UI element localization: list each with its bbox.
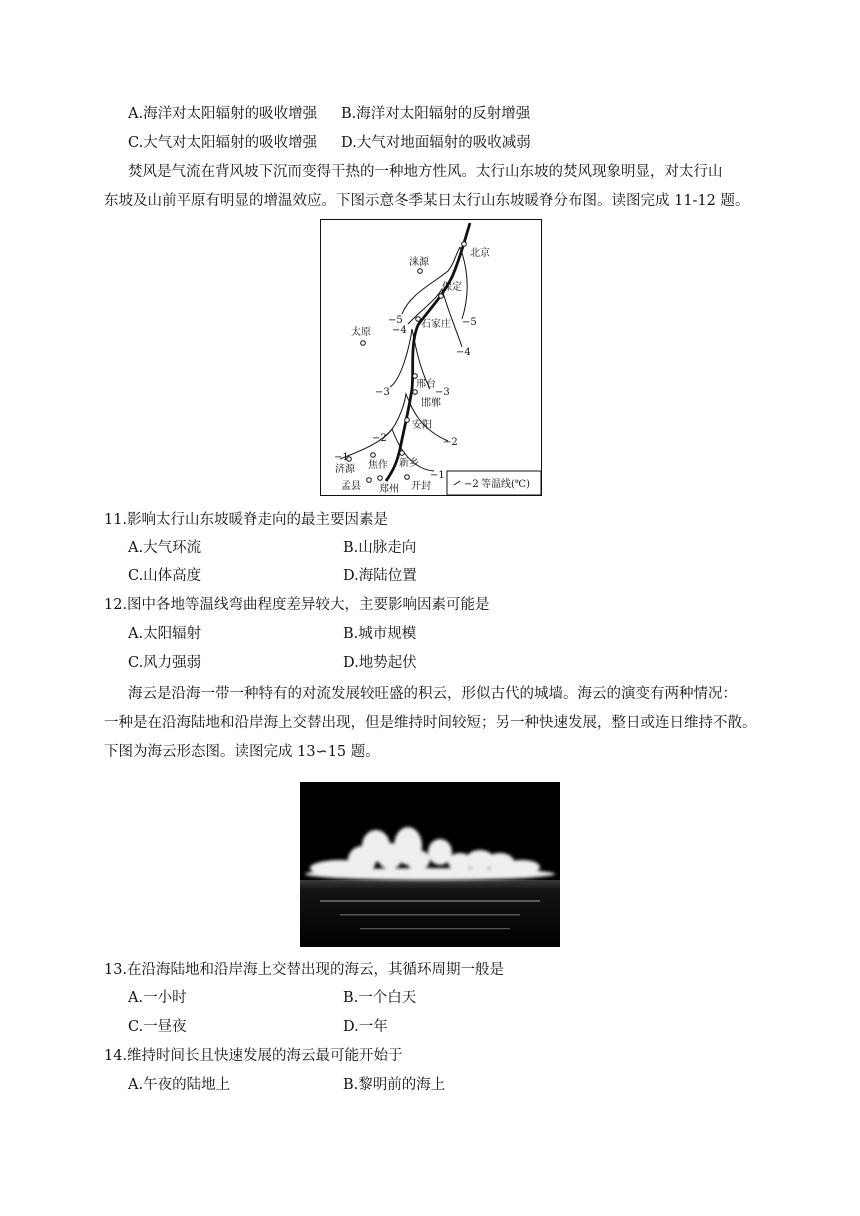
passage2-line-1: 海云是沿海一带一种特有的对流发展较旺盛的积云，形似古代的城墙。海云的演变有两种情况： [128, 686, 737, 702]
q11-option-b: B.山脉走向 [343, 540, 417, 556]
city-laiyuan: 涞源 [409, 257, 429, 268]
q12-option-a: A.太阳辐射 [128, 626, 202, 642]
q10-option-d: D.大气对地面辐射的吸收减弱 [341, 135, 531, 151]
city-zhengzhou: 郑州 [379, 484, 399, 495]
city-xingtai: 邢台 [416, 379, 436, 390]
q12-stem: 12.图中各地等温线弯曲程度差异较大，主要影响因素可能是 [104, 597, 490, 613]
isotherm-label: −4 [456, 347, 471, 358]
q13-option-b: B.一个白天 [343, 990, 417, 1006]
q13-option-a: A.一小时 [128, 990, 187, 1006]
city-xinxiang: 新乡 [399, 458, 419, 469]
q13-stem: 13.在沿海陆地和沿岸海上交替出现的海云，其循环周期一般是 [104, 962, 505, 978]
city-baoding: 保定 [442, 282, 462, 293]
city-handan: 邯郸 [421, 398, 441, 409]
q12-option-d: D.地势起伏 [343, 655, 417, 671]
q14-option-a: A.午夜的陆地上 [128, 1077, 231, 1093]
q13-option-c: C.一昼夜 [128, 1019, 187, 1035]
city-shijiazhuang: 石家庄 [421, 319, 451, 330]
city-beijing: 北京 [470, 248, 490, 259]
city-kaifeng: 开封 [411, 481, 431, 492]
q12-option-b: B.城市规模 [343, 626, 417, 642]
isotherm-label: −3 [375, 387, 390, 398]
isotherm-label: −4 [392, 325, 407, 336]
legend-value: −2 [464, 479, 479, 490]
q13-option-d: D.一年 [343, 1019, 388, 1035]
city-anyang: 安阳 [412, 420, 432, 431]
q10-option-b: B.海洋对太阳辐射的反射增强 [341, 106, 531, 122]
isotherm-label: −3 [435, 387, 450, 398]
isotherm-label: −1 [430, 470, 445, 481]
warm-ridge-map [320, 219, 542, 496]
q11-option-d: D.海陆位置 [343, 568, 417, 584]
passage2-line-3: 下图为海云形态图。读图完成 13∽15 题。 [104, 744, 380, 760]
isotherm-label: −5 [462, 317, 477, 328]
q14-stem: 14.维持时间长且快速发展的海云最可能开始于 [104, 1048, 403, 1064]
sea-cloud-photo [300, 782, 560, 947]
isotherm-label: −5 [388, 315, 403, 326]
legend-text: 等温线(℃) [481, 479, 530, 490]
q10-option-c: C.大气对太阳辐射的吸收增强 [128, 135, 318, 151]
city-mengxian: 孟县 [341, 481, 361, 492]
passage1-line-2: 东坡及山前平原有明显的增温效应。下图示意冬季某日太行山东坡暖脊分布图。读图完成 11-12 题。 [104, 193, 750, 209]
q12-option-c: C.风力强弱 [128, 655, 202, 671]
city-jiaozuo: 焦作 [368, 460, 388, 471]
isotherm-label: −2 [443, 437, 458, 448]
city-jiyuan: 济源 [335, 464, 355, 475]
q11-option-a: A.大气环流 [128, 540, 202, 556]
passage1-line-1: 焚风是气流在背风坡下沉而变得干热的一种地方性风。太行山东坡的焚风现象明显，对太行山 [128, 164, 723, 180]
city-taiyuan: 太原 [351, 327, 371, 338]
q11-stem: 11.影响太行山东坡暖脊走向的最主要因素是 [104, 512, 389, 528]
isotherm-label: −1 [334, 452, 349, 463]
q10-option-a: A.海洋对太阳辐射的吸收增强 [128, 106, 318, 122]
q11-option-c: C.山体高度 [128, 568, 202, 584]
isotherm-label: −2 [372, 433, 387, 444]
passage2-line-2: 一种是在沿海陆地和沿岸海上交替出现，但是维持时间较短；另一种快速发展，整日或连日维持不散。 [104, 715, 757, 731]
q14-option-b: B.黎明前的海上 [343, 1077, 446, 1093]
